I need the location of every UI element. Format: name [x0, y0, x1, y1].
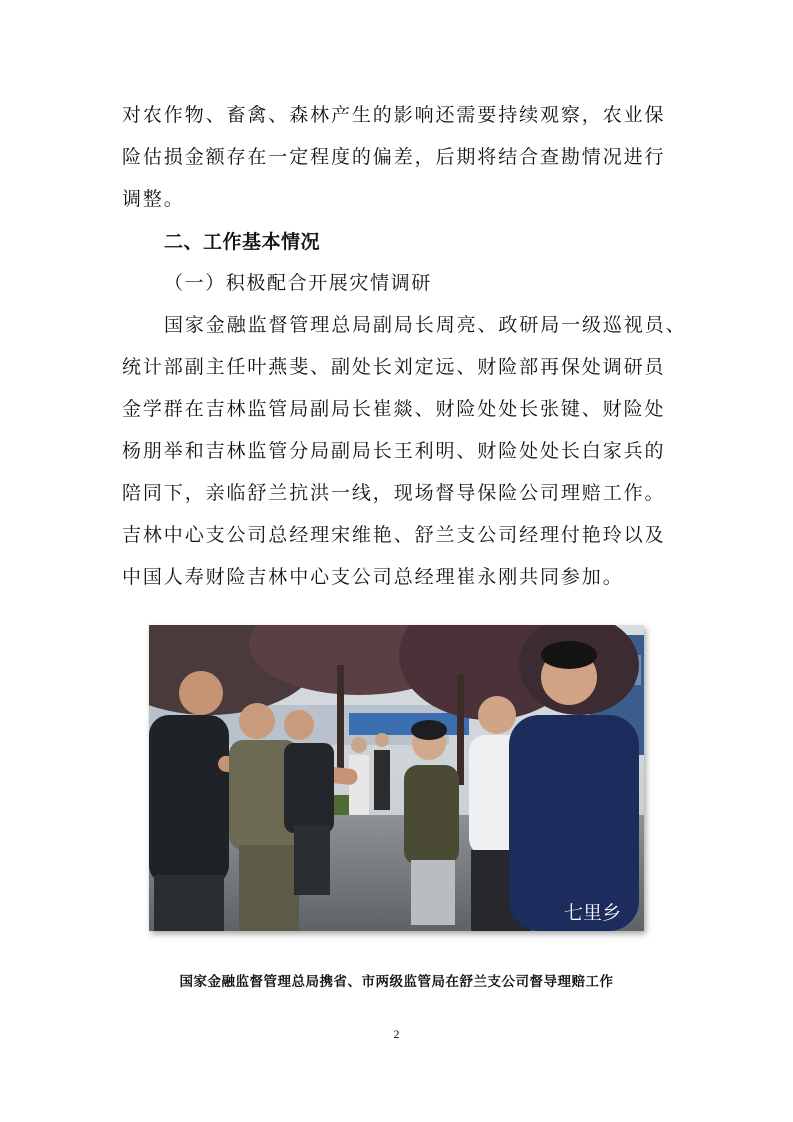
subsection-heading: （一）积极配合开展灾情调研	[164, 272, 432, 294]
paragraph-2-line-7: 中国人寿财险吉林中心支公司总经理崔永刚共同参加。	[122, 566, 624, 588]
photo-caption: 国家金融监督管理总局携省、市两级监管局在舒兰支公司督导理赔工作	[179, 974, 614, 990]
paragraph-2-line-2: 统计部副主任叶燕斐、副处长刘定远、财险部再保处调研员	[122, 356, 666, 378]
paragraph-1-line-2: 险估损金额存在一定程度的偏差，后期将结合查勘情况进行	[122, 146, 666, 168]
paragraph-1-line-3: 调整。	[122, 188, 185, 210]
paragraph-2-line-1: 国家金融监督管理总局副局长周亮、政研局一级巡视员、	[164, 314, 687, 336]
paragraph-2-line-5: 陪同下，亲临舒兰抗洪一线，现场督导保险公司理赔工作。	[122, 482, 666, 504]
page-number: 2	[393, 1027, 400, 1041]
paragraph-1-line-1: 对农作物、畜禽、森林产生的影响还需要持续观察，农业保	[122, 104, 666, 126]
photo-watermark: 七里乡	[564, 902, 622, 924]
section-heading: 二、工作基本情况	[164, 231, 321, 253]
paragraph-2-line-6: 吉林中心支公司总经理宋维艳、舒兰支公司经理付艳玲以及	[122, 524, 666, 546]
inspection-photo	[149, 625, 644, 931]
paragraph-2-line-3: 金学群在吉林监管局副局长崔燚、财险处处长张键、财险处	[122, 398, 666, 420]
paragraph-2-line-4: 杨朋举和吉林监管分局副局长王利明、财险处处长白家兵的	[122, 440, 666, 462]
